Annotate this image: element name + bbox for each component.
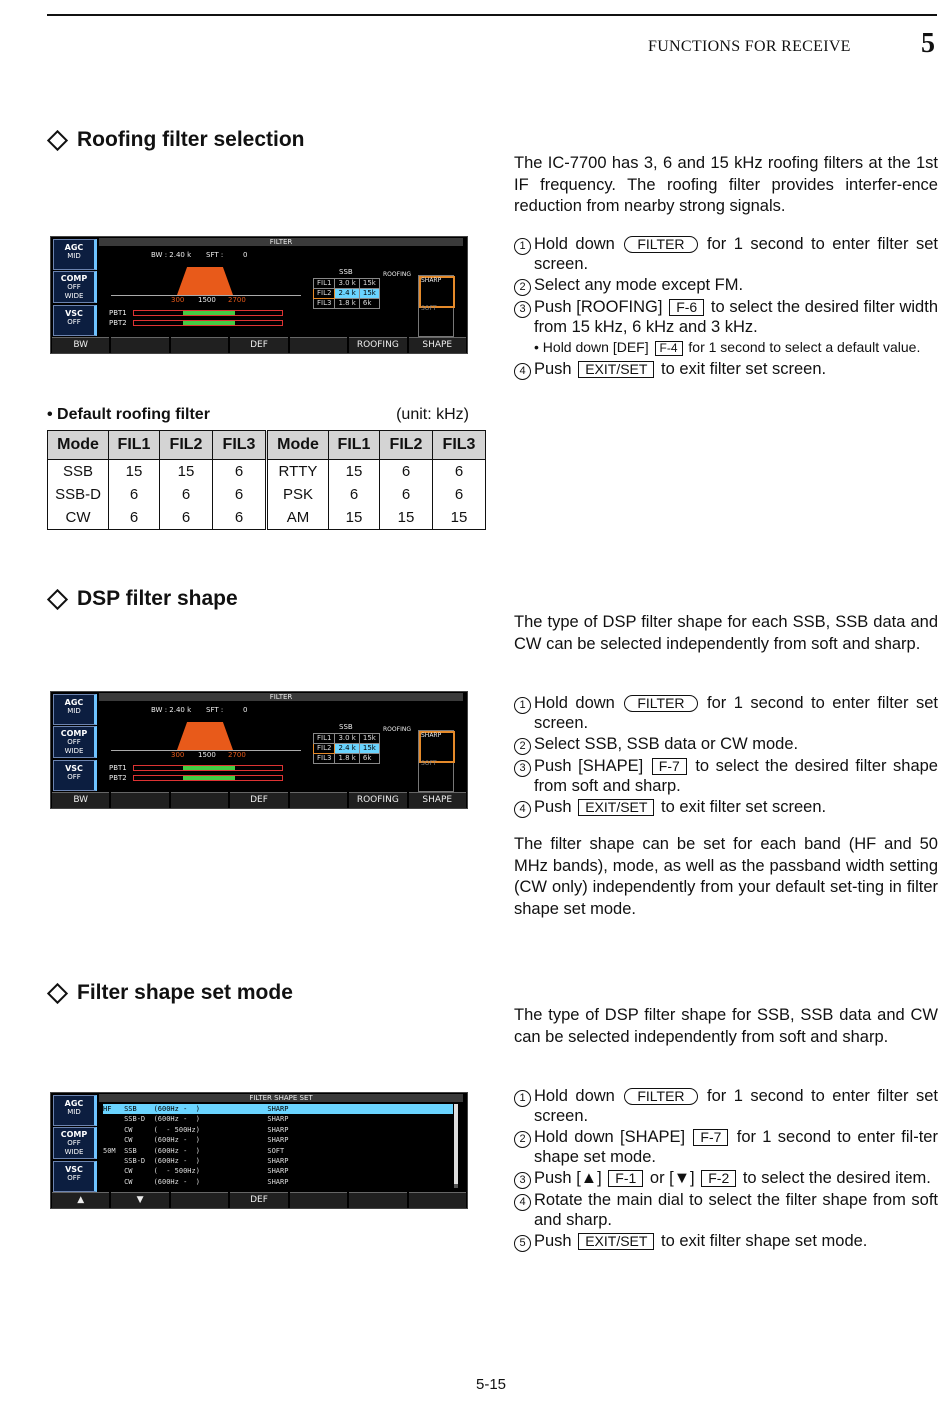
- dsp-note: The filter shape can be set for each band (HF and 50 MHz bands), mode, as well as the passband width setting (CW only) independently from your default set-ting in filter shape set mode.: [514, 835, 938, 918]
- filter-screen-1: AGC MID COMP OFF WIDE VSC OFF FILTER BW : 2.40 k SFT : 0 300 1500 2700 PBT1 PBT2 SSB ROOFING FIL1 3.0 k 15k FIL2 2.4 k 15k FIL3 1.8 k 6k SHARP SOFT BW DEF ROOFING SHAPE: [50, 236, 468, 354]
- chapter-title: FUNCTIONS FOR RECEIVE: [648, 38, 851, 55]
- comp-indicator: COMP OFF WIDE: [53, 271, 97, 303]
- section-title-shape-set: Filter shape set mode: [47, 981, 293, 1005]
- list-item: 50M SSB (600Hz - ) SOFT: [103, 1146, 285, 1155]
- filter-shape-set-screen: AGC MID COMP OFF WIDE VSC OFF FILTER SHAPE SET HF SSB (600Hz - ) SHARP SSB-D (600Hz - ) SHARP CW ( - 500Hz) SHARP CW (600Hz - ) SHARP 50M SSB (600Hz - ) SOFT SSB-D (600Hz - ) SHARP CW ( - 500Hz) SHARP CW (600Hz - ) SHARP ▲ ▼ DEF: [50, 1092, 468, 1209]
- table-caption: • Default roofing filter (unit: kHz): [47, 406, 469, 423]
- step-4: 4 Rotate the main dial to select the filter shape from soft and sharp.: [514, 1190, 938, 1230]
- f6-key: F-6: [669, 299, 704, 316]
- passband-shape: [177, 722, 233, 750]
- shape-set-intro: The type of DSP filter shape for SSB, SSB data and CW can be selected independently from soft and sharp.: [514, 1006, 938, 1046]
- roofing-button[interactable]: ROOFING: [349, 337, 406, 353]
- step-1: 1 Hold down FILTER for 1 second to enter filter set screen.: [514, 234, 938, 274]
- chapter-number: 5: [921, 28, 935, 59]
- diamond-icon: [47, 129, 68, 150]
- list-item: CW (600Hz - ) SHARP: [103, 1177, 289, 1186]
- list-item: SSB-D (600Hz - ) SHARP: [103, 1157, 289, 1166]
- agc-indicator: AGC MID: [53, 239, 97, 270]
- function-key-bar: [51, 337, 467, 353]
- step-5: 5 Push EXIT/SET to exit filter shape set mode.: [514, 1231, 938, 1252]
- step-note: • Hold down [DEF] F-4 for 1 second to select a default value.: [534, 339, 921, 355]
- roofing-intro: The IC-7700 has 3, 6 and 15 kHz roofing filters at the 1st IF frequency. The roofing filter provides interfer-ence reduction from nearby strong signals.: [514, 154, 938, 215]
- step-2: 2 Select any mode except FM.: [514, 275, 938, 296]
- step-4: 4 Push EXIT/SET to exit filter set screen.: [514, 797, 938, 818]
- table-row: CW 6 6 6 AM 15 15 15: [48, 506, 486, 530]
- f7-key: F-7: [652, 758, 687, 775]
- step-3: 3 Push [▲] F-1 or [▼] F-2 to select the desired item.: [514, 1168, 938, 1189]
- section-title-dsp: DSP filter shape: [47, 587, 238, 611]
- screen-title: FILTER: [99, 238, 463, 246]
- shape-list: [103, 1104, 453, 1187]
- scrollbar[interactable]: [454, 1104, 458, 1188]
- exit-set-key: EXIT/SET: [578, 799, 654, 816]
- list-item: CW ( - 500Hz) SHARP: [103, 1167, 289, 1176]
- step-4: 4 Push EXIT/SET to exit filter set screen.: [514, 359, 938, 380]
- step-2: 2 Hold down [SHAPE] F-7 for 1 second to enter fil-ter shape set mode.: [514, 1127, 938, 1167]
- step-2: 2 Select SSB, SSB data or CW mode.: [514, 734, 938, 755]
- step-3: 3 Push [SHAPE] F-7 to select the desired filter shape from soft and sharp.: [514, 756, 938, 796]
- filter-screen-2: AGC MID COMP OFF WIDE VSC OFF FILTER BW : 2.40 k SFT : 0 300 1500 2700 PBT1 PBT2 SSB ROOFING FIL1 3.0 k 15k FIL2 2.4 k 15k FIL3 1.8 k 6k SHARP SOFT BW DEF ROOFING SHAPE: [50, 691, 468, 809]
- step-1: 1 Hold down FILTER for 1 second to enter filter set screen.: [514, 1086, 938, 1126]
- def-button[interactable]: DEF: [230, 1192, 287, 1208]
- dsp-steps: [514, 693, 938, 819]
- down-button[interactable]: ▼: [111, 1192, 168, 1208]
- diamond-icon: [47, 588, 68, 609]
- header-rule: [47, 14, 937, 16]
- pbt1-bar: [133, 310, 283, 316]
- page-number: 5-15: [476, 1376, 507, 1393]
- section-title-roofing: Roofing filter selection: [47, 128, 305, 152]
- table-row: SSB 15 15 6 RTTY 15 6 6: [48, 460, 486, 484]
- default-roofing-table: Mode FIL1 FIL2 FIL3 Mode FIL1 FIL2 FIL3 SSB 15 15 6 RTTY 15 6 6 SSB-D 6 6 6 PSK 6 6 6 CW 6 6 6 AM 15 15 15: [47, 430, 486, 530]
- table-row: SSB-D 6 6 6 PSK 6 6 6: [48, 483, 486, 506]
- list-item: HF SSB (600Hz - ) SHARP: [103, 1104, 453, 1114]
- list-item: SSB-D (600Hz - ) SHARP: [103, 1115, 289, 1124]
- list-item: CW (600Hz - ) SHARP: [103, 1136, 289, 1145]
- list-item: CW ( - 500Hz) SHARP: [103, 1125, 289, 1134]
- shape-set-steps: [514, 1086, 938, 1253]
- step-1: 1 Hold down FILTER for 1 second to enter filter set screen.: [514, 693, 938, 733]
- shape-button[interactable]: SHAPE: [409, 337, 466, 353]
- passband-shape: [177, 267, 233, 295]
- exit-set-key: EXIT/SET: [578, 361, 654, 378]
- def-button[interactable]: DEF: [230, 337, 287, 353]
- dsp-intro: The type of DSP filter shape for each SSB, SSB data and CW can be selected independently from soft and sharp.: [514, 613, 938, 653]
- vsc-indicator: VSC OFF: [53, 305, 97, 336]
- step-3: 3 Push [ROOFING] F-6 to select the desired filter width from 15 kHz, 6 kHz and 3 kHz.: [514, 297, 938, 337]
- up-button[interactable]: ▲: [52, 1192, 109, 1208]
- filter-key: FILTER: [624, 236, 697, 253]
- bw-button[interactable]: BW: [52, 337, 109, 353]
- roofing-steps: [514, 234, 938, 381]
- fil-table: FIL1 3.0 k 15k FIL2 2.4 k 15k FIL3 1.8 k 6k: [313, 278, 380, 309]
- diamond-icon: [47, 982, 68, 1003]
- pbt2-bar: [133, 320, 283, 326]
- filter-key: FILTER: [624, 695, 697, 712]
